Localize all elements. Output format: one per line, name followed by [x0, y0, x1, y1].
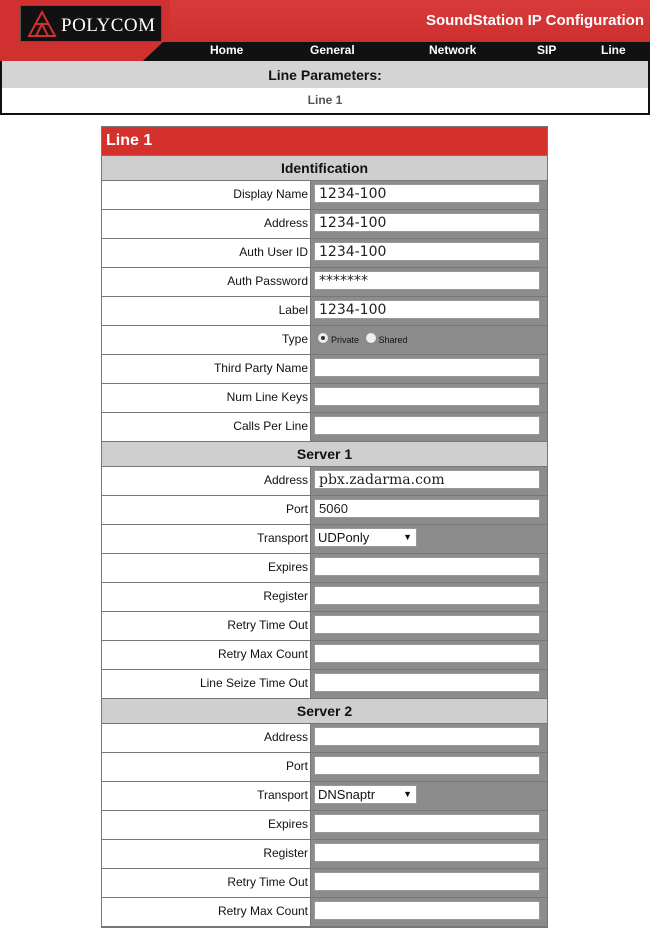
page-title: Line Parameters: — [2, 61, 648, 88]
label-label: Label — [102, 297, 311, 325]
server1-port-label: Port — [102, 496, 311, 524]
auth-user-id-input[interactable] — [314, 242, 540, 261]
server2-address-label: Address — [102, 724, 311, 752]
server2-retry-time-out-label: Retry Time Out — [102, 869, 311, 897]
server1-line-seize-time-out-label: Line Seize Time Out — [102, 670, 311, 698]
auth-password-input[interactable] — [314, 271, 540, 290]
type-label: Type — [102, 326, 311, 354]
brand-name: POLYCOM — [61, 15, 156, 36]
row-server2-transport — [102, 782, 547, 811]
nav-sip[interactable]: SIP — [537, 43, 557, 57]
server1-transport-select[interactable] — [314, 528, 417, 547]
third-party-name-label: Third Party Name — [102, 355, 311, 383]
display-name-input[interactable] — [314, 184, 540, 203]
server2-port-label: Port — [102, 753, 311, 781]
server2-register-label: Register — [102, 840, 311, 868]
row-server1-expires — [102, 554, 547, 583]
server1-retry-max-count-input[interactable] — [314, 644, 540, 663]
calls-per-line-input[interactable] — [314, 416, 540, 435]
row-server1-transport — [102, 525, 547, 554]
server1-retry-max-count-label: Retry Max Count — [102, 641, 311, 669]
server1-transport-label: Transport — [102, 525, 311, 553]
server1-line-seize-time-out-input[interactable] — [314, 673, 540, 692]
row-server1-line-seize-time-out — [102, 670, 547, 699]
row-server2-port — [102, 753, 547, 782]
row-auth-password — [102, 268, 547, 297]
server1-retry-time-out-input[interactable] — [314, 615, 540, 634]
row-calls-per-line — [102, 413, 547, 442]
server1-expires-label: Expires — [102, 554, 311, 582]
row-server2-expires — [102, 811, 547, 840]
line-form — [101, 126, 548, 928]
address-input[interactable] — [314, 213, 540, 232]
row-display-name — [102, 181, 547, 210]
server2-retry-max-count-input[interactable] — [314, 901, 540, 920]
row-server2-address — [102, 724, 547, 753]
server2-transport-select[interactable] — [314, 785, 417, 804]
type-private-label: Private — [331, 335, 360, 345]
row-server1-register — [102, 583, 547, 612]
type-shared-label: Shared — [378, 335, 408, 345]
row-server1-address — [102, 467, 547, 496]
row-auth-user-id — [102, 239, 547, 268]
dropdown-arrow-icon: ▼ — [403, 532, 412, 542]
server1-transport-value: UDPonly — [318, 530, 370, 545]
server2-retry-max-count-label: Retry Max Count — [102, 898, 311, 926]
display-name-label: Display Name — [102, 181, 311, 209]
row-server2-register — [102, 840, 547, 869]
section-server-2: Server 2 — [102, 699, 547, 724]
dropdown-arrow-icon: ▼ — [403, 789, 412, 799]
calls-per-line-label: Calls Per Line — [102, 413, 311, 441]
type-shared-radio[interactable] — [365, 332, 377, 344]
label-input[interactable] — [314, 300, 540, 319]
row-type — [102, 326, 547, 355]
row-label — [102, 297, 547, 326]
row-server2-retry-time-out — [102, 869, 547, 898]
num-line-keys-input[interactable] — [314, 387, 540, 406]
server2-port-input[interactable] — [314, 756, 540, 775]
nav-bar — [163, 42, 650, 61]
row-server2-retry-max-count — [102, 898, 547, 927]
line-parameters-panel — [0, 61, 650, 115]
server2-expires-input[interactable] — [314, 814, 540, 833]
server2-transport-label: Transport — [102, 782, 311, 810]
auth-password-label: Auth Password — [102, 268, 311, 296]
server2-retry-time-out-input[interactable] — [314, 872, 540, 891]
row-server1-port — [102, 496, 547, 525]
nav-general[interactable]: General — [310, 43, 355, 57]
third-party-name-input[interactable] — [314, 358, 540, 377]
row-server1-retry-time-out — [102, 612, 547, 641]
polycom-logo — [20, 5, 162, 42]
type-private-radio[interactable] — [317, 332, 329, 344]
server1-register-label: Register — [102, 583, 311, 611]
type-radio-group — [317, 332, 408, 345]
server1-address-label: Address — [102, 467, 311, 495]
address-label: Address — [102, 210, 311, 238]
server2-expires-label: Expires — [102, 811, 311, 839]
section-server-1: Server 1 — [102, 442, 547, 467]
nav-network[interactable]: Network — [429, 43, 477, 57]
row-num-line-keys — [102, 384, 547, 413]
server1-expires-input[interactable] — [314, 557, 540, 576]
nav-line[interactable]: Line — [601, 43, 626, 57]
server1-address-input[interactable] — [314, 470, 540, 489]
app-title: SoundStation IP Configuration — [425, 12, 644, 29]
auth-user-id-label: Auth User ID — [102, 239, 311, 267]
server1-register-input[interactable] — [314, 586, 540, 605]
server1-retry-time-out-label: Retry Time Out — [102, 612, 311, 640]
server2-transport-value: DNSnaptr — [318, 787, 376, 802]
server1-port-input[interactable] — [314, 499, 540, 518]
row-address — [102, 210, 547, 239]
section-identification: Identification — [102, 156, 547, 181]
row-third-party-name — [102, 355, 547, 384]
form-title: Line 1 — [102, 127, 547, 156]
polycom-triangle-icon — [27, 10, 57, 38]
row-server1-retry-max-count — [102, 641, 547, 670]
server2-register-input[interactable] — [314, 843, 540, 862]
nav-home[interactable]: Home — [210, 43, 244, 57]
line-subtitle: Line 1 — [307, 93, 343, 107]
server2-address-input[interactable] — [314, 727, 540, 746]
num-line-keys-label: Num Line Keys — [102, 384, 311, 412]
